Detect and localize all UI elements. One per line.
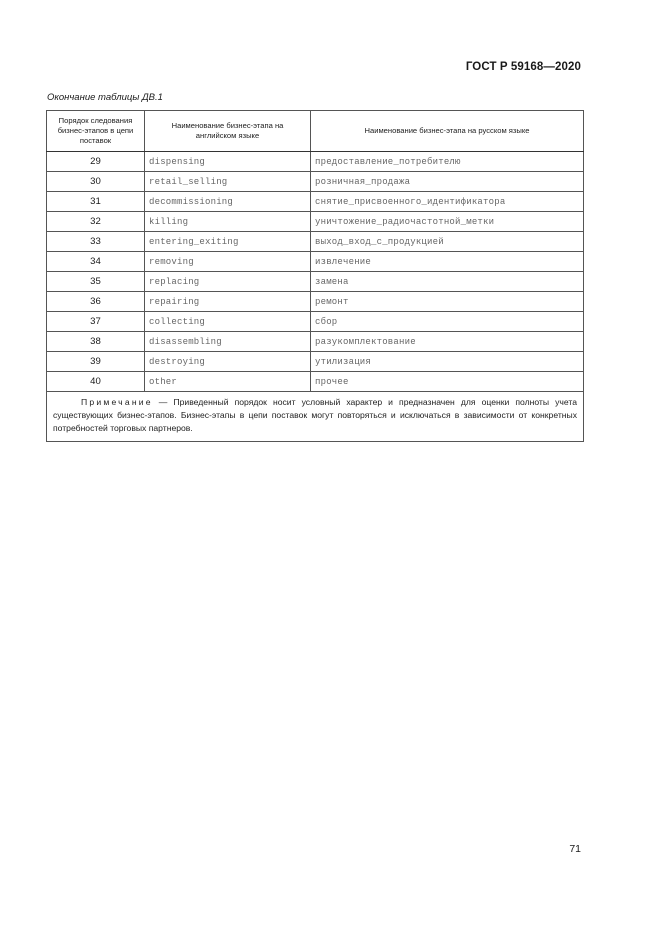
order-cell: 30	[47, 172, 145, 192]
english-name-cell: disassembling	[145, 332, 311, 352]
table-row	[47, 352, 584, 372]
column-header-order: Порядок следования бизнес-этапов в цепи поставок	[47, 111, 145, 152]
order-cell: 38	[47, 332, 145, 352]
english-name-cell: dispensing	[145, 152, 311, 172]
russian-name-cell: предоставление_потребителю	[311, 152, 584, 172]
note-text: — Приведенный порядок носит условный характер и предназначен для оценки полноты учета существующих бизнес-этапов. Бизнес-этапы в цепи поставок могут повторяться и исключаться в зависимости от конкретных потребностей торговых партнеров.	[53, 397, 577, 433]
russian-name-cell: выход_вход_с_продукцией	[311, 232, 584, 252]
order-cell: 34	[47, 252, 145, 272]
russian-name-cell: снятие_присвоенного_идентификатора	[311, 192, 584, 212]
order-cell: 40	[47, 372, 145, 392]
english-name-cell: entering_exiting	[145, 232, 311, 252]
column-header-english: Наименование бизнес-этапа на английском языке	[145, 111, 311, 152]
order-cell: 31	[47, 192, 145, 212]
table-row	[47, 192, 584, 212]
page-number: 71	[569, 843, 581, 855]
english-name-cell: removing	[145, 252, 311, 272]
english-name-cell: decommissioning	[145, 192, 311, 212]
english-name-cell: collecting	[145, 312, 311, 332]
table-row	[47, 172, 584, 192]
table-row	[47, 152, 584, 172]
russian-name-cell: ремонт	[311, 292, 584, 312]
russian-name-cell: извлечение	[311, 252, 584, 272]
order-cell: 39	[47, 352, 145, 372]
order-cell: 29	[47, 152, 145, 172]
note-title: Примечание	[81, 397, 153, 407]
table-header-row	[47, 111, 584, 152]
english-name-cell: replacing	[145, 272, 311, 292]
table-note	[47, 392, 584, 442]
table-row	[47, 332, 584, 352]
business-steps-table	[46, 110, 584, 442]
russian-name-cell: прочее	[311, 372, 584, 392]
table-row	[47, 272, 584, 292]
russian-name-cell: сбор	[311, 312, 584, 332]
order-cell: 35	[47, 272, 145, 292]
note-row	[47, 392, 584, 442]
english-name-cell: destroying	[145, 352, 311, 372]
russian-name-cell: разукомплектование	[311, 332, 584, 352]
table-caption: Окончание таблицы ДВ.1	[47, 92, 163, 103]
table-row	[47, 252, 584, 272]
order-cell: 32	[47, 212, 145, 232]
column-header-russian: Наименование бизнес-этапа на русском языке	[311, 111, 584, 152]
english-name-cell: killing	[145, 212, 311, 232]
english-name-cell: other	[145, 372, 311, 392]
russian-name-cell: утилизация	[311, 352, 584, 372]
english-name-cell: repairing	[145, 292, 311, 312]
russian-name-cell: розничная_продажа	[311, 172, 584, 192]
table-row	[47, 372, 584, 392]
russian-name-cell: уничтожение_радиочастотной_метки	[311, 212, 584, 232]
order-cell: 33	[47, 232, 145, 252]
russian-name-cell: замена	[311, 272, 584, 292]
order-cell: 36	[47, 292, 145, 312]
order-cell: 37	[47, 312, 145, 332]
document-code: ГОСТ Р 59168—2020	[465, 61, 581, 73]
table-row	[47, 292, 584, 312]
english-name-cell: retail_selling	[145, 172, 311, 192]
table-row	[47, 212, 584, 232]
table-row	[47, 232, 584, 252]
table-row	[47, 312, 584, 332]
